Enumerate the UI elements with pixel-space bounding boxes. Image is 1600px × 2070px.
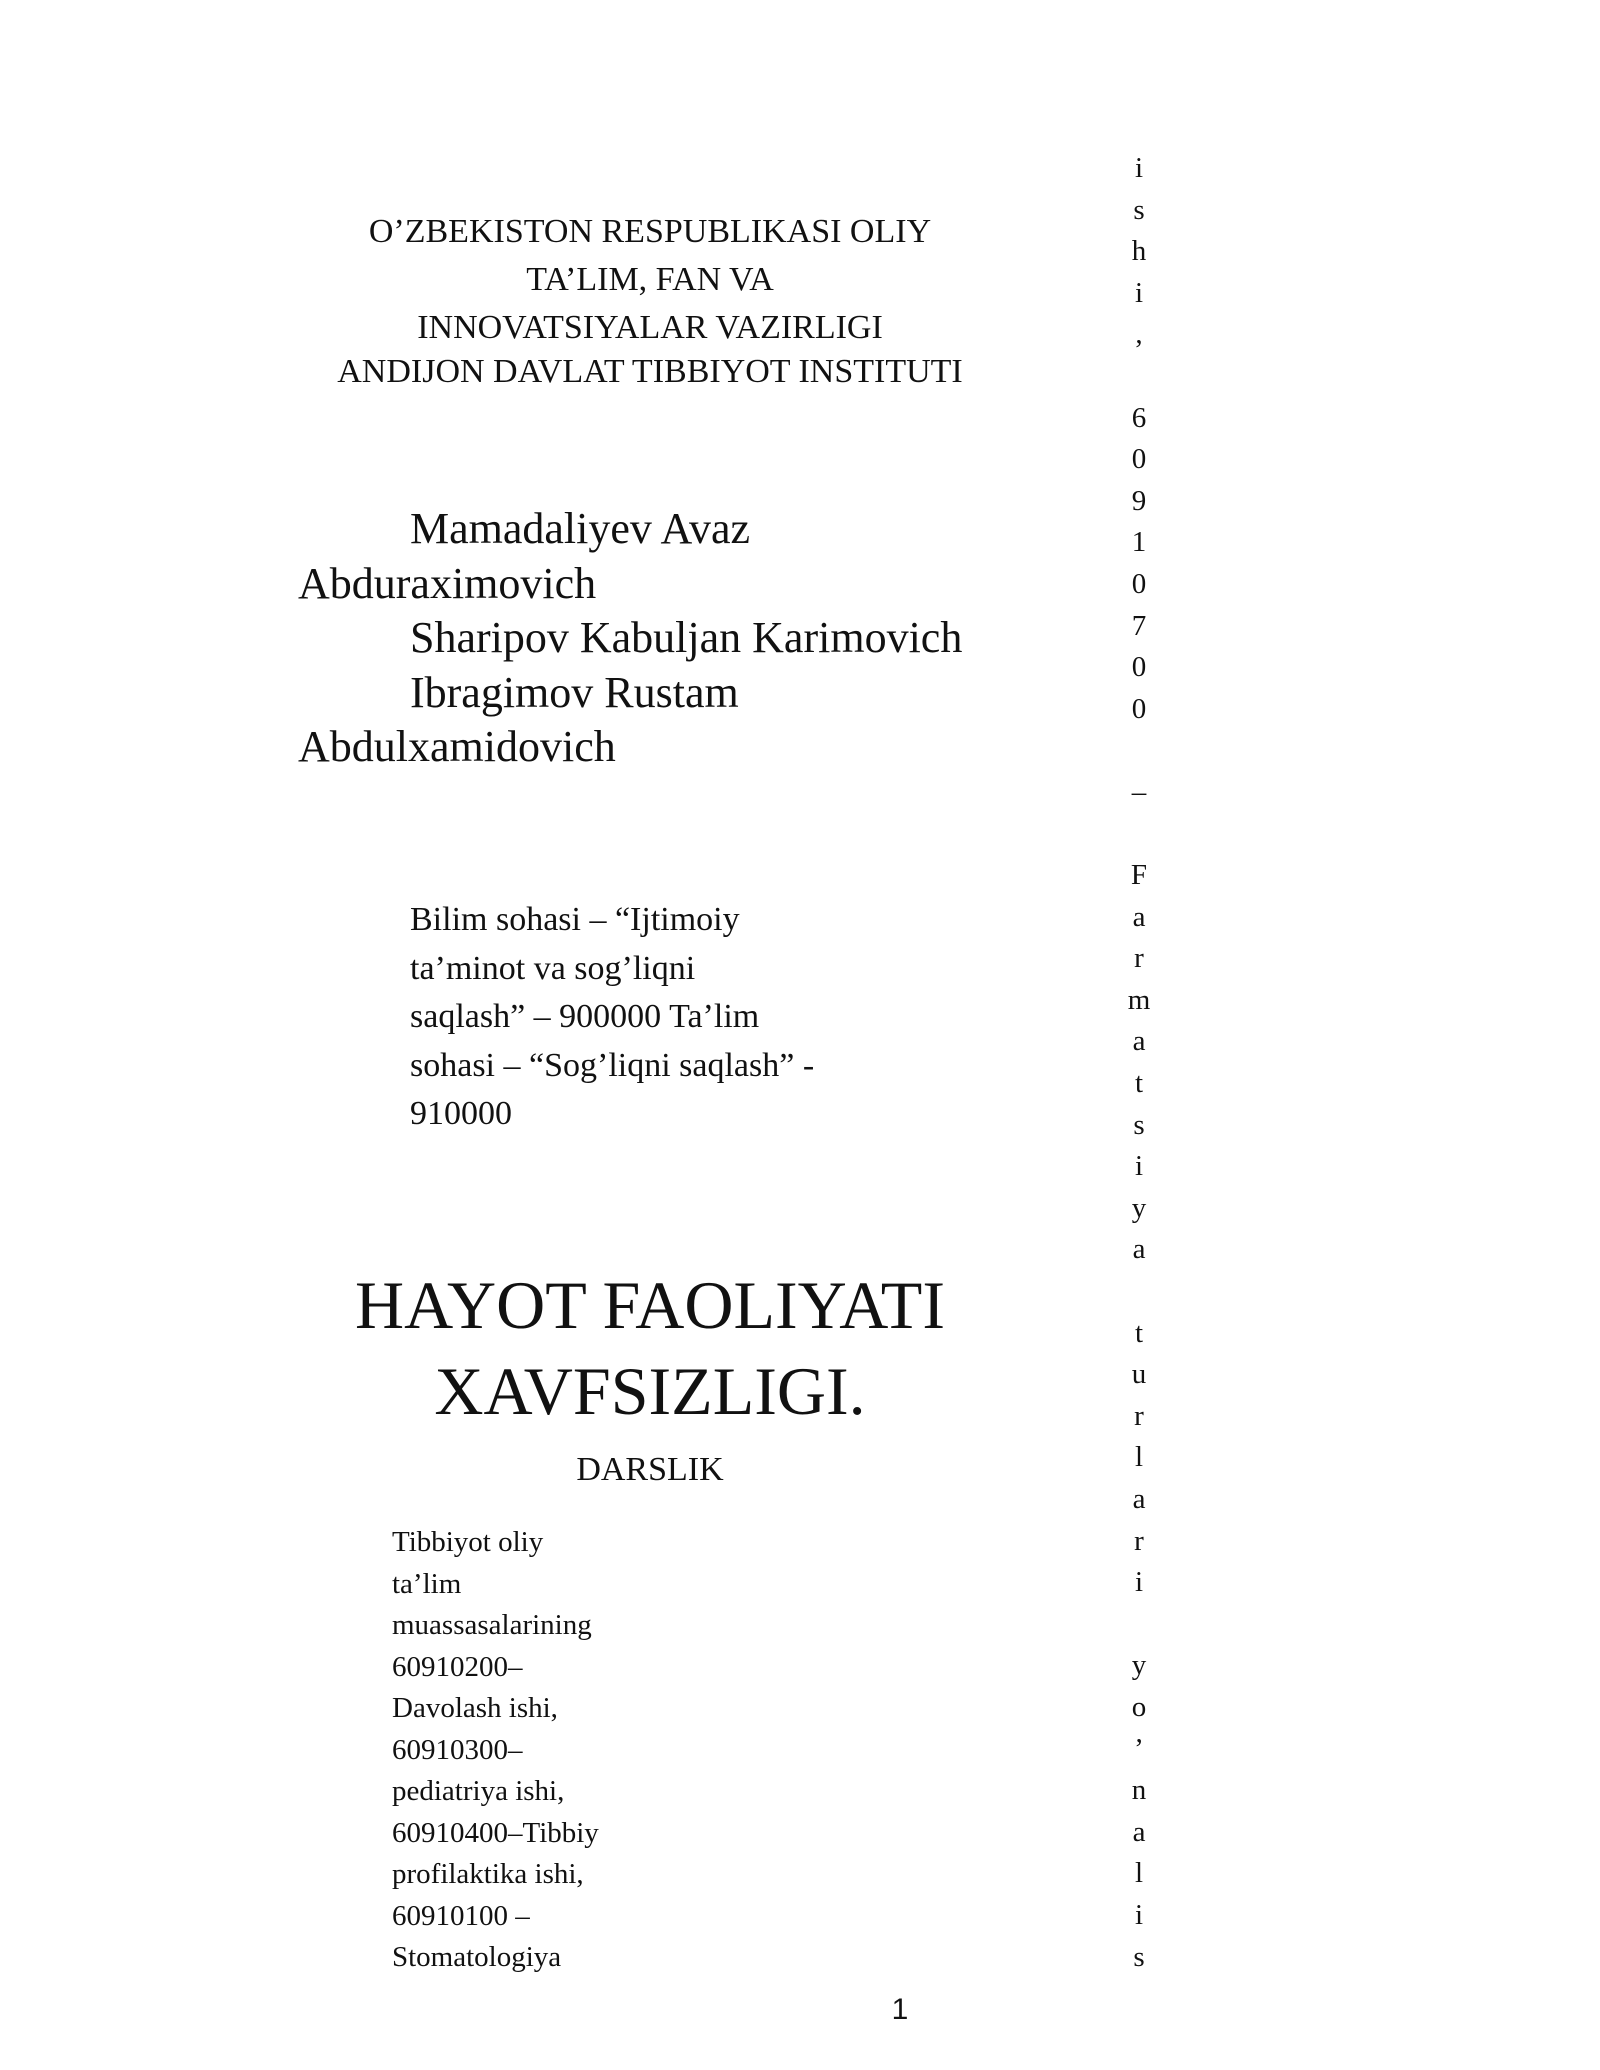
knowledge-field-line-4: sohasi – “Sog’liqni saqlash” - [410,1046,815,1084]
document-title-line-1: HAYOT FAOLIYATI [355,1267,945,1343]
knowledge-field-line-2: ta’minot va sog’liqni [410,949,696,987]
page-number: 1 [891,1993,909,2026]
vertical-char: m [1127,983,1151,1016]
vertical-char: a [1132,1025,1146,1058]
programs-line: 60910200– [392,1650,523,1683]
ministry-line-2: TA’LIM, FAN VA [526,261,774,298]
vertical-char: s [1133,1108,1145,1141]
author-1-last: Abduraximovich [298,558,597,608]
programs-list [392,1522,652,1979]
programs-line: muassasalarining [392,1609,592,1641]
vertical-char: l [1134,1441,1144,1474]
vertical-char: r [1134,1524,1144,1557]
vertical-char: F [1130,859,1148,892]
vertical-char: l [1134,1857,1144,1890]
institute-name: ANDIJON DAVLAT TIBBIYOT INSTITUTI [337,353,963,390]
knowledge-field [410,896,870,1139]
programs-line: profilaktika ishi, [392,1858,584,1890]
vertical-char: 7 [1131,609,1147,642]
vertical-char: 1 [1131,526,1147,559]
vertical-char: i [1134,1566,1144,1599]
programs-line: 60910300– [392,1733,523,1766]
knowledge-field-line-1: Bilim sohasi – “Ijtimoiy [410,901,740,938]
vertical-char: , [1135,318,1143,351]
vertical-char: r [1134,942,1144,975]
author-2: Sharipov Kabuljan Karimovich [410,613,963,662]
vertical-text-column [1118,148,1160,1978]
vertical-char: 0 [1131,567,1147,600]
document-title-line-2: XAVFSIZLIGI. [434,1353,866,1429]
vertical-char: u [1131,1358,1147,1391]
vertical-char: n [1131,1774,1147,1807]
vertical-char: y [1131,1191,1147,1224]
vertical-char: a [1132,1233,1146,1266]
vertical-char: t [1134,1067,1144,1100]
vertical-char: ’ [1134,1732,1144,1765]
vertical-char: 0 [1131,651,1147,684]
author-3-first: Ibragimov Rustam [410,667,739,717]
knowledge-field-line-3: saqlash” – 900000 Ta’lim [410,998,760,1035]
programs-line: Davolash ishi, [392,1692,558,1724]
vertical-char: – [1131,775,1147,808]
document-subtitle: DARSLIK [576,1451,724,1488]
vertical-char: h [1131,235,1147,268]
programs-line: pediatriya ishi, [392,1775,565,1807]
vertical-char: 0 [1131,443,1147,476]
author-1-first: Mamadaliyev Avaz [410,504,751,553]
authors-block [298,502,1058,775]
vertical-char: s [1133,1940,1145,1973]
programs-line: ta’lim [392,1567,462,1600]
vertical-char [1118,730,1160,772]
vertical-char: i [1134,1898,1144,1931]
vertical-char: 9 [1131,484,1147,517]
programs-line: 60910400–Tibbiy [392,1816,599,1849]
vertical-char [1118,356,1160,398]
ministry-header [290,208,1010,392]
vertical-char: o [1131,1690,1147,1723]
vertical-char: r [1134,1399,1144,1432]
vertical-char: s [1133,193,1145,226]
vertical-char: i [1134,152,1144,184]
ministry-line-1: O’ZBEKISTON RESPUBLIKASI OLIY [368,213,932,250]
programs-line: 60910100 – [392,1899,530,1932]
programs-line: Tibbiyot oliy [392,1526,544,1558]
vertical-char: i [1134,276,1144,309]
vertical-char [1118,1604,1160,1646]
vertical-char: i [1134,1150,1144,1183]
vertical-char: a [1132,1483,1146,1515]
vertical-char: 0 [1131,692,1147,725]
vertical-char: a [1132,900,1146,933]
knowledge-field-line-5: 910000 [410,1095,512,1132]
programs-line: Stomatologiya [392,1941,562,1973]
vertical-char: 6 [1131,401,1147,434]
vertical-char: y [1131,1649,1147,1682]
vertical-char [1118,814,1160,856]
document-title [290,1262,1010,1434]
author-3-last: Abdulxamidovich [298,722,616,771]
vertical-char: t [1134,1316,1144,1349]
vertical-char [1118,1271,1160,1313]
vertical-char: a [1132,1815,1146,1848]
ministry-line-3: INNOVATSIYALAR VAZIRLIGI [417,309,883,346]
